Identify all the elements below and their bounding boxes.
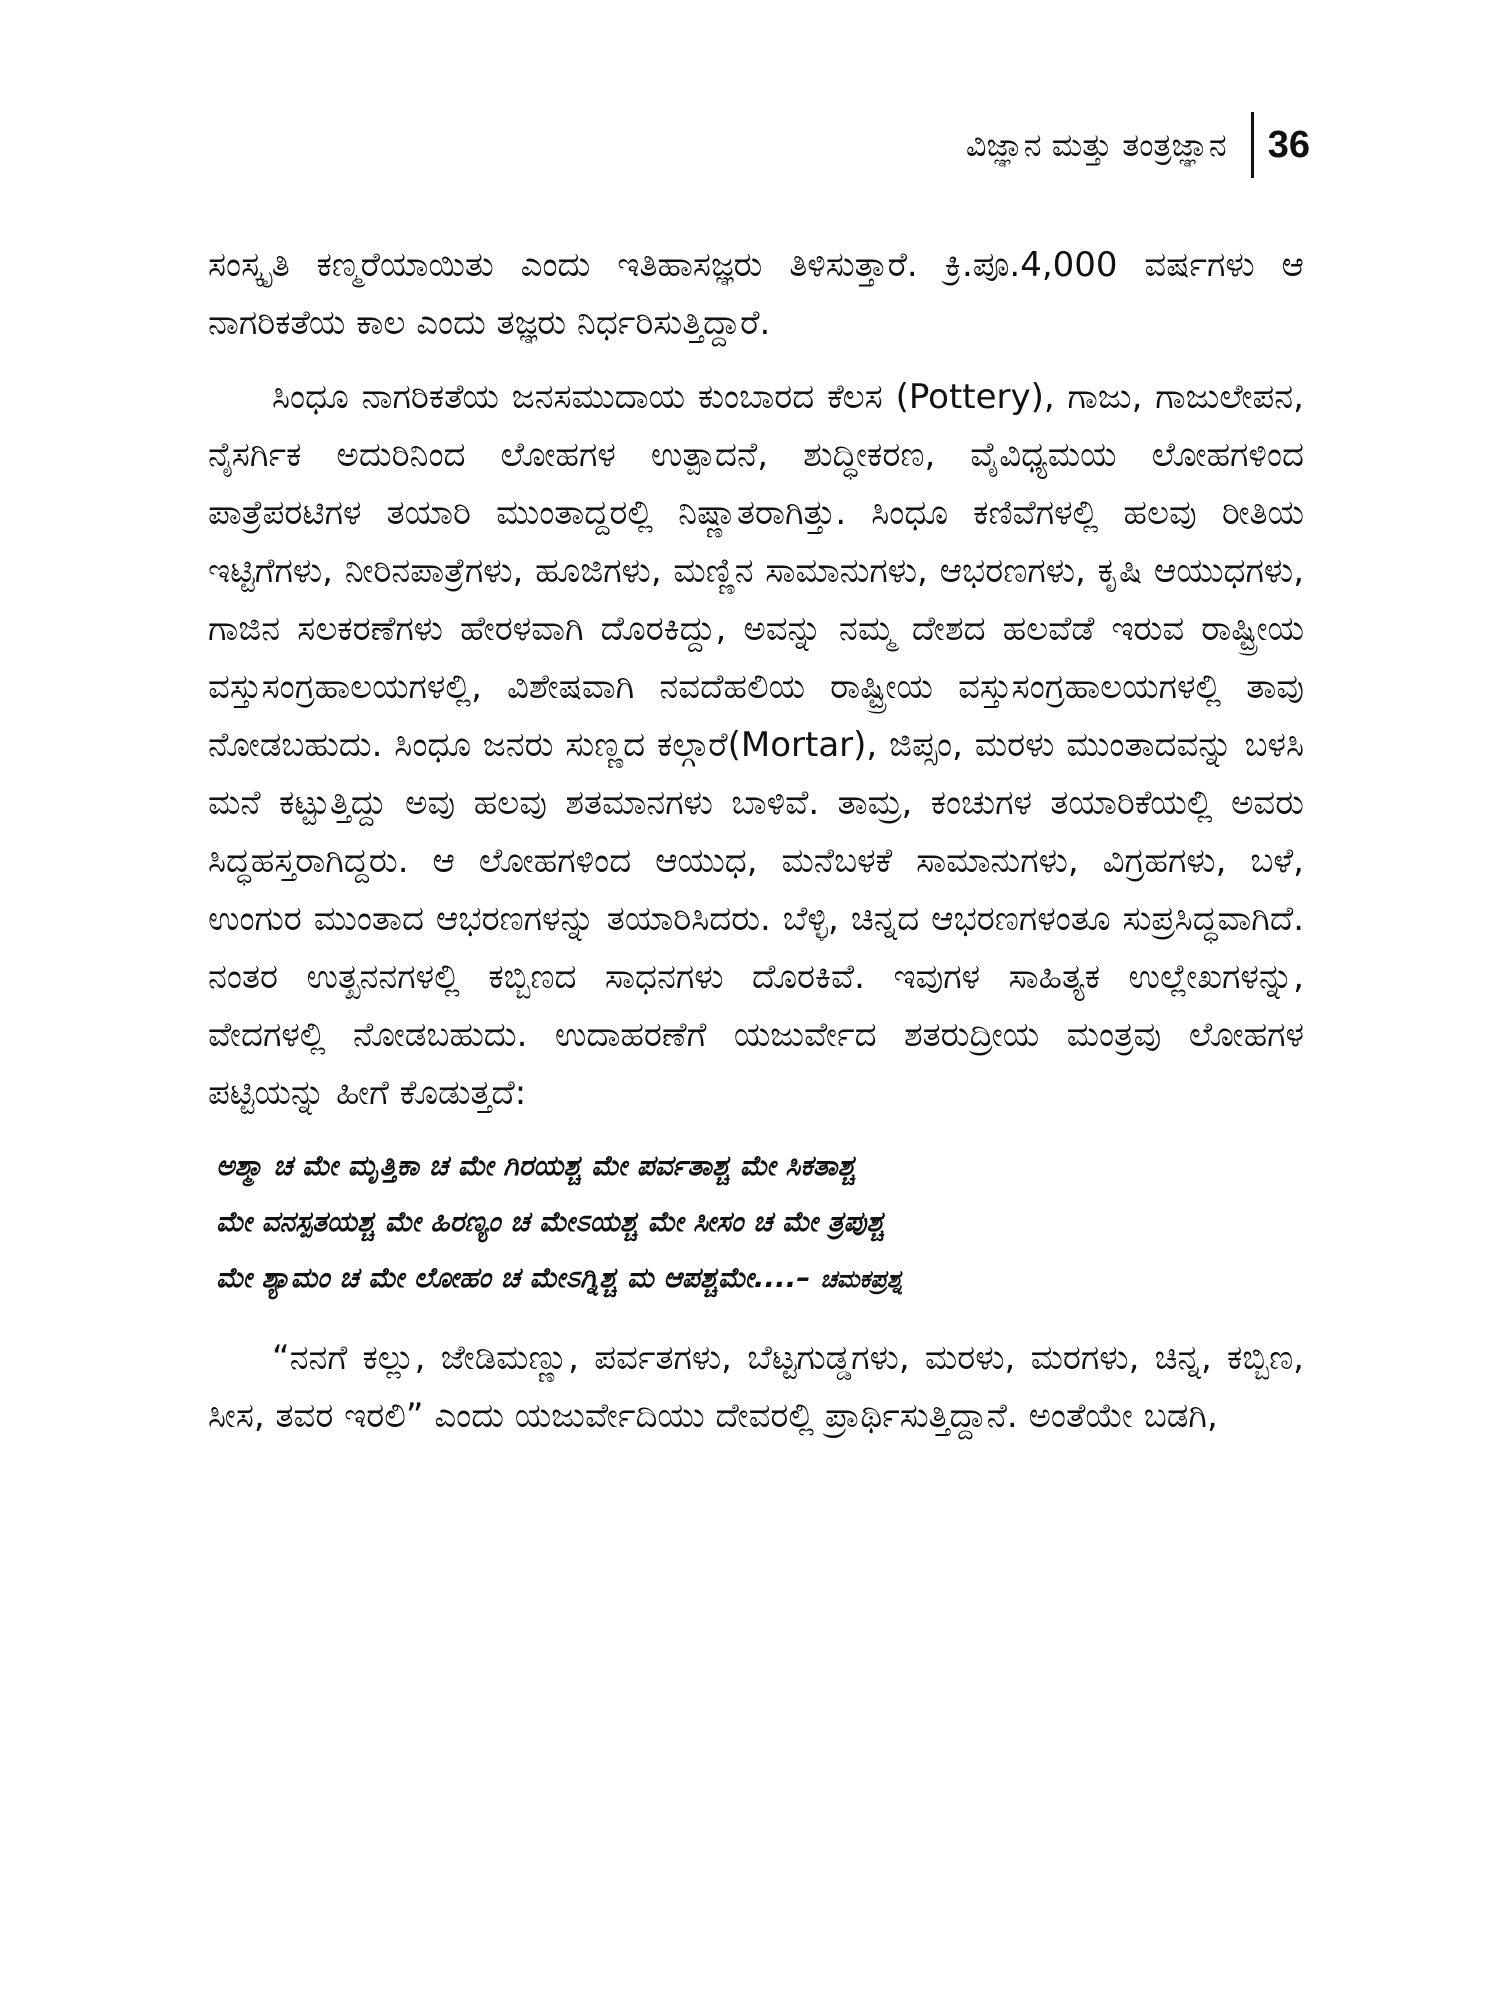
paragraph-2: ಸಿಂಧೂ ನಾಗರಿಕತೆಯ ಜನಸಮುದಾಯ ಕುಂಬಾರದ ಕೆಲಸ (Pottery), ಗಾಜು, ಗಾಜುಲೇಪನ, ನೈಸರ್ಗಿಕ ಅದುರಿನಿಂದ ಲೋಹಗಳ ಉತ್ಪಾದನೆ, ಶುದ್ಧೀಕರಣ, ವೈವಿಧ್ಯಮಯ ಲೋಹಗಳಿಂದ ಪಾತ್ರೆಪರಟಿಗಳ ತಯಾರಿ ಮುಂತಾದ್ದರಲ್ಲಿ ನಿಷ್ಣಾತರಾಗಿತ್ತು. ಸಿಂಧೂ ಕಣಿವೆಗಳಲ್ಲಿ ಹಲವು ರೀತಿಯ ಇಟ್ಟಿಗೆಗಳು, ನೀರಿನಪಾತ್ರೆಗಳು, ಹೂಜಿಗಳು, ಮಣ್ಣಿನ ಸಾಮಾನುಗಳು, ಆಭರಣಗಳು, ಕೃಷಿ ಆಯುಧಗಳು, ಗಾಜಿನ ಸಲಕರಣೆಗಳು ಹೇರಳವಾಗಿ ದೊರಕಿದ್ದು, ಅವನ್ನು ನಮ್ಮ ದೇಶದ ಹಲವೆಡೆ ಇರುವ ರಾಷ್ಟ್ರೀಯ ವಸ್ತುಸಂಗ್ರಹಾಲಯಗಳಲ್ಲಿ, ವಿಶೇಷವಾಗಿ ನವದೆಹಲಿಯ ರಾಷ್ಟ್ರೀಯ ವಸ್ತುಸಂಗ್ರಹಾಲಯಗಳಲ್ಲಿ ತಾವು ನೋಡಬಹುದು. ಸಿಂಧೂ ಜನರು ಸುಣ್ಣದ ಕಲ್ಗಾರೆ(Mortar), ಜಿಪ್ಸಂ, ಮರಳು ಮುಂತಾದವನ್ನು ಬಳಸಿ ಮನೆ ಕಟ್ಟುತ್ತಿದ್ದು ಅವು ಹಲವು ಶತಮಾನಗಳು ಬಾಳಿವೆ. ತಾಮ್ರ, ಕಂಚುಗಳ ತಯಾರಿಕೆಯಲ್ಲಿ ಅವರು ಸಿದ್ಧಹಸ್ತರಾಗಿದ್ದರು. ಆ ಲೋಹಗಳಿಂದ ಆಯುಧ, ಮನೆಬಳಕೆ ಸಾಮಾನುಗಳು, ವಿಗ್ರಹಗಳು, ಬಳೆ, ಉಂಗುರ ಮುಂತಾದ ಆಭರಣಗಳನ್ನು ತಯಾರಿಸಿದರು. ಬೆಳ್ಳಿ, ಚಿನ್ನದ ಆಭರಣಗಳಂತೂ ಸುಪ್ರಸಿದ್ಧವಾಗಿದೆ. ನಂತರ ಉತ್ಖನನಗಳಲ್ಲಿ ಕಬ್ಬಿಣದ ಸಾಧನಗಳು ದೊರಕಿವೆ. ಇವುಗಳ ಸಾಹಿತ್ಯಕ ಉಲ್ಲೇಖಗಳನ್ನು, ವೇದಗಳಲ್ಲಿ ನೋಡಬಹುದು. ಉದಾಹರಣೆಗೆ ಯಜುರ್ವೇದ ಶತರುದ್ರೀಯ ಮಂತ್ರವು ಲೋಹಗಳ ಪಟ್ಟಿಯನ್ನು ಹೀಗೆ ಕೊಡುತ್ತದೆ: xyxy=(208,377,1304,1113)
sanskrit-verse xyxy=(216,1138,1304,1307)
running-header xyxy=(966,112,1310,178)
paragraph-3: “ನನಗೆ ಕಲ್ಲು, ಜೇಡಿಮಣ್ಣು, ಪರ್ವತಗಳು, ಬೆಟ್ಟಗುಡ್ಡಗಳು, ಮರಳು, ಮರಗಳು, ಚಿನ್ನ, ಕಬ್ಬಿಣ, ಸೀಸ, ತವರ ಇರಲಿ” ಎಂದು ಯಜುರ್ವೇದಿಯು ದೇವರಲ್ಲಿ ಪ್ರಾರ್ಥಿಸುತ್ತಿದ್ದಾನೆ. ಅಂತೆಯೇ ಬಡಗಿ, xyxy=(208,1338,1304,1436)
page-body xyxy=(208,236,1304,1461)
page-number: 36 xyxy=(1267,123,1310,166)
verse-line-3-text: ಮೇ ಶ್ಯಾಮಂ ಚ ಮೇ ಲೋಹಂ ಚ ಮೇಽಗ್ನಿಶ್ಚ ಮ ಆಪಶ್ಚಮೇ....– xyxy=(216,1261,811,1294)
paragraph-1: ಸಂಸ್ಕೃತಿ ಕಣ್ಮರೆಯಾಯಿತು ಎಂದು ಇತಿಹಾಸಜ್ಞರು ತಿಳಿಸುತ್ತಾರೆ. ಕ್ರಿ.ಪೂ.4,000 ವರ್ಷಗಳು ಆ ನಾಗರಿಕತೆಯ ಕಾಲ ಎಂದು ತಜ್ಞರು ನಿರ್ಧರಿಸುತ್ತಿದ್ದಾರೆ. xyxy=(208,245,1304,343)
verse-source: ಚಮಕಪ್ರಶ್ನ xyxy=(820,1265,904,1293)
chapter-title: ವಿಜ್ಞಾನ ಮತ್ತು ತಂತ್ರಜ್ಞಾನ xyxy=(965,125,1227,164)
verse-line-3 xyxy=(216,1250,1304,1307)
verse-line-1: ಅಶ್ಮಾ ಚ ಮೇ ಮೃತ್ತಿಕಾ ಚ ಮೇ ಗಿರಯಶ್ಚ ಮೇ ಪರ್ವತಾಶ್ಚ ಮೇ ಸಿಕತಾಶ್ಚ xyxy=(216,1149,856,1182)
verse-line-2: ಮೇ ವನಸ್ಪತಯಶ್ಚ ಮೇ ಹಿರಣ್ಯಂ ಚ ಮೇಽಯಶ್ಚ ಮೇ ಸೀಸಂ ಚ ಮೇ ತ್ರಪುಶ್ಚ xyxy=(216,1205,885,1238)
